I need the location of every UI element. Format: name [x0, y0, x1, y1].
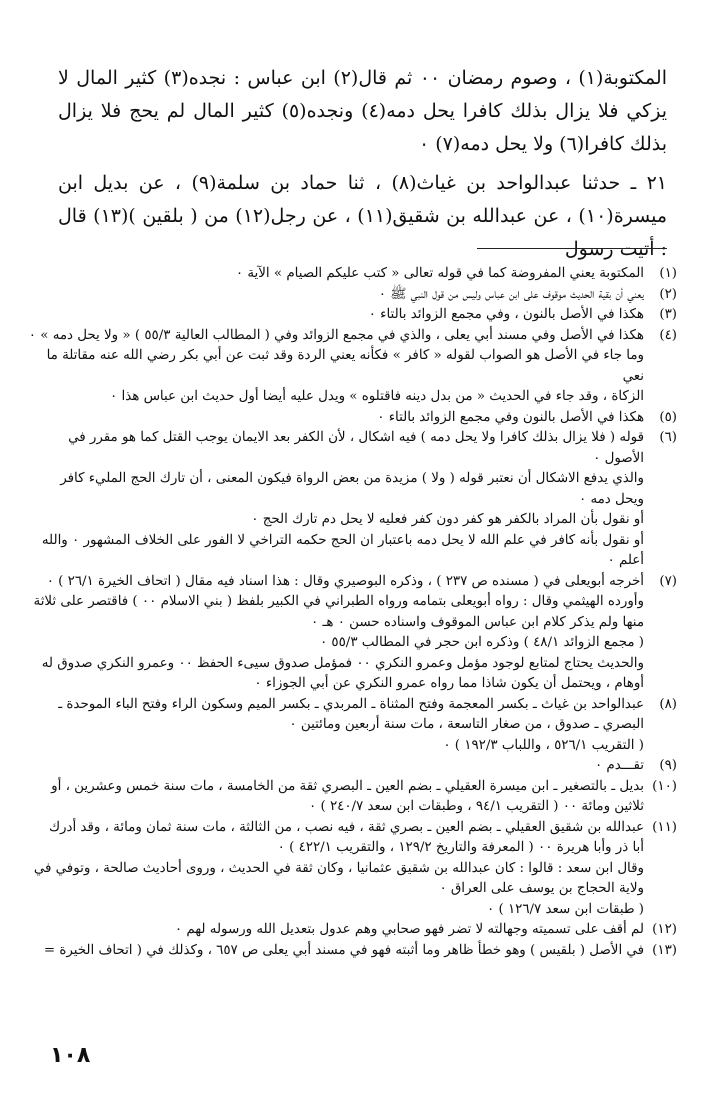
page-number: ١٠٨: [50, 1043, 91, 1068]
main-paragraph-2: ٢١ ـ حدثنا عبدالواحد بن غياث(٨) ، ثنا حماد بن سلمة(٩) ، عن بديل ابن ميسرة(١٠) ، عن عبدالله بن شقيق(١١) ، عن رجل(١٢) من ( بلقين )(١٣) قال : أتيت رسول: [58, 172, 667, 260]
footnote-body: [28, 695, 644, 757]
footnote-body: [28, 941, 644, 962]
footnote: [28, 428, 677, 572]
footnote-line: أو نقول بأنه كافر في علم الله لا يحل دمه باعتبار ان الحج حكمه التراخي لا الفور على الخلاف المشهور ٠ والله أعلم ٠: [41, 532, 644, 568]
footnote: [28, 920, 677, 941]
footnote-number: (٥): [659, 409, 677, 425]
footnote-line: في الأصل ( بلقيس ) وهو خطأ ظاهر وما أثبته فهو في مسند أبي يعلى ص ٦٥٧ ، وكذلك في ( اتحاف الخيرة =: [43, 942, 644, 958]
footnote: [28, 408, 677, 429]
footnote: [28, 572, 677, 695]
footnote-body: [28, 756, 644, 777]
footnote-line: وما جاء في الأصل هو الصواب لقوله « كافر » فكأنه يعني الردة وقد ثبت عن أبي بكر رضي الله عنه مقاتلة ما نعي: [46, 348, 644, 384]
footnote-body: [28, 572, 644, 695]
footnote-number: (٦): [659, 430, 677, 445]
footnote: [28, 777, 677, 818]
footnote-body: [28, 285, 644, 306]
footnote-line: أبا ذر وأبا هريرة ٠٠ ( المعرفة والتاريخ ١٢٩/٢ ، والتقريب ٤٢٢/١ ) ٠: [277, 840, 644, 855]
footnote-number: (٢): [659, 286, 677, 302]
footnote-number: (١): [659, 266, 677, 281]
footnote: [28, 264, 677, 285]
footnote-line: أو نقول بأن المراد بالكفر هو كفر دون كفر فعليه لا يحل دم تارك الحج ٠: [251, 512, 644, 527]
footnote-number: (٧): [659, 573, 677, 589]
footnote-number: (١٣): [652, 942, 677, 958]
footnote-line: ( التقريب ٥٢٦/١ ، واللباب ١٩٢/٣ ) ٠: [443, 737, 644, 753]
footnote-line: هكذا في الأصل بالنون ، وفي مجمع الزوائد بالتاء ٠: [368, 307, 644, 322]
main-paragraph-1: المكتوبة(١) ، وصوم رمضان ٠٠ ثم قال(٢) ابن عباس : نجده(٣) كثير المال لا يزكي فلا يزال بذلك كافرا يحل دمه(٤) ونجده(٥) كثير المال لم يحج فلا يزال بذلك كافرا(٦) ولا يحل دمه(٧) ٠: [58, 67, 667, 155]
footnote-line: الزكاة ، وقد جاء في الحديث « من بدل دينه فاقتلوه » ويدل عليه أيضا أول حديث ابن عباس هذا ٠: [110, 389, 644, 404]
footnote-body: [28, 818, 644, 921]
footnote: [28, 756, 677, 777]
footnote-line: يعني أن بقية الحديث موقوف على ابن عباس وليس من قول النبي ﷺ ٠: [378, 286, 644, 302]
footnote-line: تقـــدم ٠: [594, 758, 644, 773]
footnote-line: ( مجمع الزوائد ٤٨/١ ) وذكره ابن حجر في المطالب ٥٥/٣ ٠: [319, 635, 644, 650]
footnote-line: وقال ابن سعد : قالوا : كان عبدالله بن شقيق عثمانيا ، وكان ثقة في الحديث ، وروى أحاديث صالحة ، وتوفي في: [33, 860, 644, 876]
footnote-number: (٤): [659, 327, 677, 343]
footnote-line: وأورده الهيثمي وقال : رواه أبويعلى بتمامه ورواه الطبراني في الكبير بلفظ ( بني الاسلام ٠٠ ) فاقتصر على ثلاثة: [33, 594, 644, 609]
footnote-line: المكتوبة يعني المفروضة كما في قوله تعالى « كتب عليكم الصيام » الآية ٠: [235, 266, 644, 281]
footnote: [28, 305, 677, 326]
footnote-body: [28, 920, 644, 941]
footnote-body: [28, 305, 644, 326]
footnote: [28, 695, 677, 757]
footnote-divider: [477, 248, 667, 249]
footnotes: [28, 264, 677, 961]
footnote-number: (١١): [652, 819, 677, 835]
main-text: [58, 62, 667, 266]
footnote: [28, 941, 677, 962]
footnote-number: (٣): [659, 307, 677, 322]
footnote-line: البصري ـ صدوق ، من صغار التاسعة ، مات سنة أربعين ومائتين ٠: [289, 717, 644, 732]
footnote: [28, 818, 677, 921]
footnote-line: عبدالله بن شقيق العقيلي ـ بضم العين ـ بصري ثقة ، فيه نصب ، من الثالثة ، مات سنة ثمان ومائة ، وقد أدرك: [48, 819, 644, 835]
footnote-line: منها ولم يذكر كلام ابن عباس الموقوف واسناده حسن ٠ هـ ٠: [311, 614, 644, 630]
footnote-line: ( طبقات ابن سعد ١٢٦/٧ ) ٠: [487, 901, 644, 917]
footnote-line: أخرجه أبويعلى في ( مسنده ص ٢٣٧ ) ، وذكره البوصيري وقال : هذا اسناد فيه مقال ( اتحاف الخيرة ٢٦/١ ) ٠: [46, 573, 644, 589]
footnote-line: بديل ـ بالتصغير ـ ابن ميسرة العقيلي ـ بضم العين ـ البصري ثقة من الخامسة ، مات سنة خمس وعشرين ، أو: [51, 778, 644, 794]
footnote-line: أوهام ، ويحتمل أن يكون شاذا مما رواه عمرو النكري عن أبي الجوزاء ٠: [254, 676, 644, 691]
footnote-number: (٩): [659, 758, 677, 773]
footnote-body: [28, 408, 644, 429]
footnote-number: (١٢): [652, 922, 677, 937]
footnote-body: [28, 264, 644, 285]
footnote-line: والذي يدفع الاشكال أن نعتبر قوله ( ولا ) مزيدة من بعض الرواة فيكون المعنى ، أن تارك الحج المليء كافر ويحل دمه ٠: [60, 471, 644, 507]
footnote-body: [28, 428, 644, 572]
footnote-body: [28, 326, 644, 408]
footnote-line: ثلاثين ومائة ٠٠ ( التقريب ٩٤/١ ، وطبقات ابن سعد ٢٤٠/٧ ) ٠: [309, 799, 644, 814]
footnote-line: عبدالواحد بن غياث ـ بكسر المعجمة وفتح المثناة ـ المربدي ـ بكسر الميم وسكون الراء وفتح الباء الموحدة ـ: [58, 696, 644, 712]
footnote-number: (٨): [659, 696, 677, 712]
footnote-line: والحديث يحتاج لمتابع لوجود مؤمل وعمرو النكري ٠٠ فمؤمل صدوق سيىء الحفظ ٠٠ وعمرو النكري صدوق له: [41, 655, 644, 671]
footnote-line: ولاية الحجاج بن يوسف على العراق ٠: [439, 881, 644, 896]
footnote-line: قوله ( فلا يزال بذلك كافرا ولا يحل دمه ) فيه اشكال ، لأن الكفر بعد الايمان يوجب القتل كما هو مقرر في الأصول ٠: [68, 430, 644, 466]
footnote-number: (١٠): [652, 778, 677, 794]
footnote: [28, 285, 677, 306]
footnote-line: هكذا في الأصل وفي مسند أبي يعلى ، والذي في مجمع الزوائد وفي ( المطالب العالية ٥٥/٣ ) « ولا يحل دمه » ٠: [28, 327, 644, 343]
footnote-line: لم أقف على تسميته وجهالته لا تضر فهو صحابي وهم عدول بتعديل الله ورسوله لهم ٠: [174, 922, 644, 937]
footnote: [28, 326, 677, 408]
footnote-line: هكذا في الأصل بالنون وفي مجمع الزوائد بالتاء ٠: [377, 409, 644, 425]
footnote-body: [28, 777, 644, 818]
